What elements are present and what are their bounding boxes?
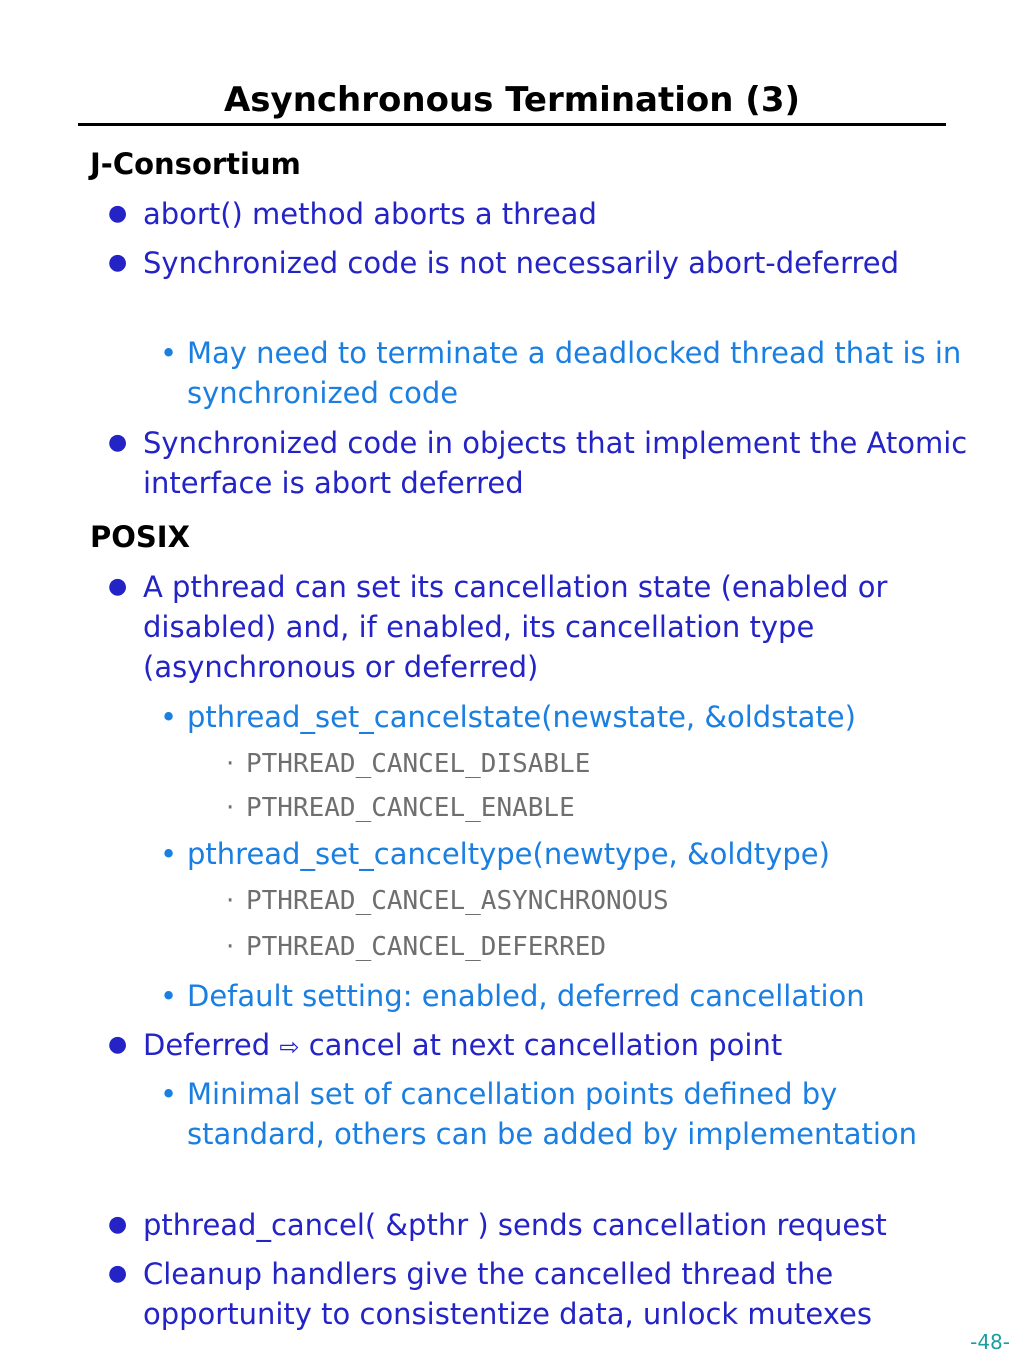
right-arrow-icon: ⇨ — [279, 1033, 300, 1061]
list-item — [160, 834, 980, 874]
bullet-icon: ● — [108, 574, 128, 599]
list-item-text: Synchronized code is not necessarily abort-deferred — [143, 246, 900, 280]
page-number: -48- — [970, 1330, 1010, 1354]
bullet-icon: • — [160, 979, 178, 1013]
list-item-text: Minimal set of cancellation points defined by standard, others can be added by implementation — [187, 1077, 918, 1151]
list-item-text: pthread_set_canceltype(newtype, &oldtype) — [187, 837, 830, 871]
list-item-text: A pthread can set its cancellation state (enabled or disabled) and, if enabled, its cancellation type (asynchronous or deferred) — [143, 570, 888, 684]
list-item — [226, 930, 926, 964]
bullet-icon: • — [160, 837, 178, 871]
section-heading-jconsortium: J-Consortium — [90, 147, 301, 181]
bullet-icon: ● — [108, 430, 128, 455]
bullet-icon: · — [226, 749, 235, 779]
list-item-text: pthread_set_cancelstate(newstate, &oldstate) — [187, 700, 856, 734]
list-item-text: PTHREAD_CANCEL_DISABLE — [246, 749, 591, 779]
list-item-text: May need to terminate a deadlocked thread that is in synchronized code — [187, 336, 962, 410]
list-item — [160, 976, 980, 1016]
list-item — [108, 1254, 968, 1334]
list-item — [226, 791, 926, 825]
title-divider — [78, 123, 946, 126]
list-item — [108, 423, 968, 503]
bullet-icon: ● — [108, 1212, 128, 1237]
list-item-text: abort() method aborts a thread — [143, 197, 597, 231]
list-item-text: pthread_cancel( &pthr ) sends cancellation request — [143, 1208, 887, 1242]
list-item-text: PTHREAD_CANCEL_DEFERRED — [246, 932, 607, 962]
bullet-icon: • — [160, 1077, 178, 1111]
list-item — [108, 1025, 968, 1067]
list-item-text — [143, 1025, 968, 1067]
bullet-icon: ● — [108, 250, 128, 275]
bullet-icon: • — [160, 700, 178, 734]
list-item — [108, 1205, 968, 1245]
list-item-text: Synchronized code in objects that implement the Atomic interface is abort deferred — [143, 426, 968, 500]
bullet-icon: ● — [108, 201, 128, 226]
bullet-icon: ● — [108, 1261, 128, 1286]
bullet-icon: ● — [108, 1032, 128, 1057]
list-item-text: PTHREAD_CANCEL_ENABLE — [246, 793, 575, 823]
bullet-icon: · — [226, 793, 235, 823]
list-item — [108, 194, 968, 234]
bullet-icon: • — [160, 336, 178, 370]
section-heading-posix: POSIX — [90, 520, 190, 554]
bullet-icon: · — [226, 886, 235, 916]
deferred-label: Deferred — [143, 1028, 271, 1062]
list-item — [160, 1074, 980, 1154]
deferred-description: cancel at next cancellation point — [308, 1028, 783, 1062]
list-item-text: PTHREAD_CANCEL_ASYNCHRONOUS — [246, 886, 669, 916]
list-item — [226, 884, 926, 918]
list-item — [160, 333, 980, 413]
list-item — [160, 697, 980, 737]
list-item — [226, 747, 926, 781]
slide-title: Asynchronous Termination (3) — [223, 80, 801, 120]
list-item — [108, 567, 968, 687]
list-item — [108, 243, 968, 283]
list-item-text: Default setting: enabled, deferred cancellation — [187, 979, 865, 1013]
list-item-text: Cleanup handlers give the cancelled thread the opportunity to consistentize data, unlock mutexes — [143, 1257, 872, 1331]
bullet-icon: · — [226, 932, 235, 962]
